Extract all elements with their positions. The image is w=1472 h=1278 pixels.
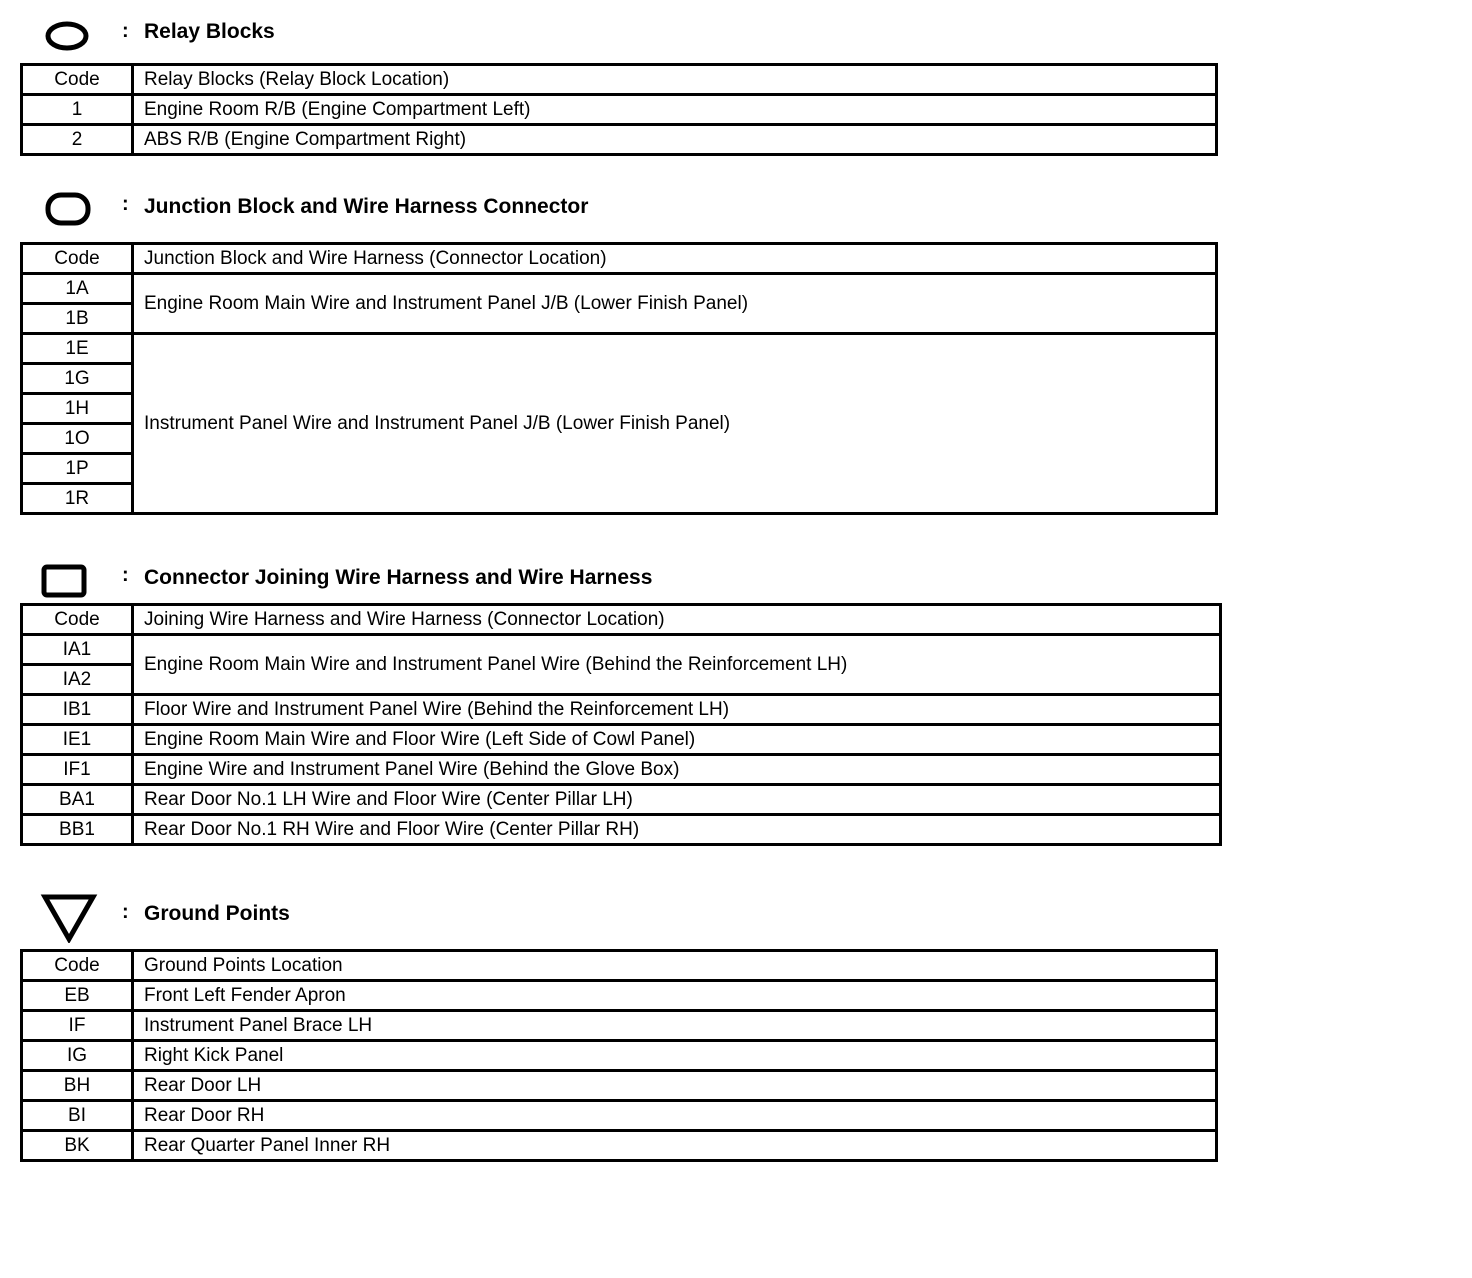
code-cell: 1H <box>22 394 133 424</box>
description-cell: Instrument Panel Wire and Instrument Panel J/B (Lower Finish Panel) <box>133 334 1217 514</box>
code-cell: 2 <box>22 125 133 155</box>
table-row <box>22 785 1221 815</box>
table-row <box>22 1131 1217 1161</box>
code-cell: IF1 <box>22 755 133 785</box>
code-cell: 1G <box>22 364 133 394</box>
table-header-row <box>22 244 1217 274</box>
table-row <box>22 1041 1217 1071</box>
description-cell: Front Left Fender Apron <box>133 981 1217 1011</box>
section-heading-ground-points <box>20 893 1220 933</box>
table-row <box>22 1101 1217 1131</box>
description-cell: Engine Room R/B (Engine Compartment Left) <box>133 95 1217 125</box>
description-header: Ground Points Location <box>133 951 1217 981</box>
description-cell: Rear Quarter Panel Inner RH <box>133 1131 1217 1161</box>
code-cell: IA2 <box>22 665 133 695</box>
table-row <box>22 981 1217 1011</box>
code-cell: BI <box>22 1101 133 1131</box>
table-row <box>22 95 1217 125</box>
table-row <box>22 1071 1217 1101</box>
description-cell: Rear Door No.1 RH Wire and Floor Wire (Center Pillar RH) <box>133 815 1221 845</box>
code-cell: 1R <box>22 484 133 514</box>
code-cell: IG <box>22 1041 133 1071</box>
heading-colon: : <box>122 193 129 215</box>
description-cell: ABS R/B (Engine Compartment Right) <box>133 125 1217 155</box>
description-header: Relay Blocks (Relay Block Location) <box>133 65 1217 95</box>
code-cell: BH <box>22 1071 133 1101</box>
table-row <box>22 725 1221 755</box>
table-header-row <box>22 605 1221 635</box>
code-cell: IA1 <box>22 635 133 665</box>
description-header: Junction Block and Wire Harness (Connector Location) <box>133 244 1217 274</box>
table-header-row <box>22 65 1217 95</box>
description-cell: Rear Door No.1 LH Wire and Floor Wire (Center Pillar LH) <box>133 785 1221 815</box>
oval-icon <box>44 20 90 52</box>
description-header: Joining Wire Harness and Wire Harness (Connector Location) <box>133 605 1221 635</box>
code-cell: 1E <box>22 334 133 364</box>
section-title: Junction Block and Wire Harness Connector <box>144 195 589 218</box>
description-cell: Instrument Panel Brace LH <box>133 1011 1217 1041</box>
code-header: Code <box>22 65 133 95</box>
triangle-down-icon <box>40 893 98 943</box>
code-cell: 1O <box>22 424 133 454</box>
code-cell: 1A <box>22 274 133 304</box>
heading-colon: : <box>122 20 129 42</box>
code-header: Code <box>22 605 133 635</box>
table-row <box>22 334 1217 364</box>
table-header-row <box>22 951 1217 981</box>
description-cell: Rear Door LH <box>133 1071 1217 1101</box>
description-cell: Engine Wire and Instrument Panel Wire (Behind the Glove Box) <box>133 755 1221 785</box>
relay-blocks-table <box>20 63 1218 156</box>
description-cell: Rear Door RH <box>133 1101 1217 1131</box>
table-row <box>22 635 1221 665</box>
code-cell: EB <box>22 981 133 1011</box>
table-row <box>22 125 1217 155</box>
description-cell: Right Kick Panel <box>133 1041 1217 1071</box>
table-row <box>22 695 1221 725</box>
connector-joining-table <box>20 603 1222 846</box>
code-cell: BA1 <box>22 785 133 815</box>
section-heading-relay-blocks <box>20 14 1220 54</box>
section-title: Ground Points <box>144 902 290 925</box>
code-header: Code <box>22 244 133 274</box>
table-row <box>22 274 1217 304</box>
heading-colon: : <box>122 564 129 586</box>
code-cell: BB1 <box>22 815 133 845</box>
description-cell: Engine Room Main Wire and Instrument Panel J/B (Lower Finish Panel) <box>133 274 1217 334</box>
code-cell: IB1 <box>22 695 133 725</box>
table-row <box>22 755 1221 785</box>
rounded-rect-icon <box>44 191 92 227</box>
description-cell: Engine Room Main Wire and Instrument Panel Wire (Behind the Reinforcement LH) <box>133 635 1221 695</box>
code-cell: 1B <box>22 304 133 334</box>
code-cell: 1P <box>22 454 133 484</box>
code-cell: BK <box>22 1131 133 1161</box>
description-cell: Floor Wire and Instrument Panel Wire (Behind the Reinforcement LH) <box>133 695 1221 725</box>
code-cell: IE1 <box>22 725 133 755</box>
rectangle-icon <box>40 562 88 600</box>
description-cell: Engine Room Main Wire and Floor Wire (Left Side of Cowl Panel) <box>133 725 1221 755</box>
code-cell: IF <box>22 1011 133 1041</box>
code-header: Code <box>22 951 133 981</box>
junction-block-table <box>20 242 1218 515</box>
section-title: Connector Joining Wire Harness and Wire Harness <box>144 566 653 589</box>
section-title: Relay Blocks <box>144 20 275 43</box>
section-heading-junction-block <box>20 189 1220 229</box>
section-heading-connector-joining <box>20 560 1220 600</box>
code-cell: 1 <box>22 95 133 125</box>
ground-points-table <box>20 949 1218 1162</box>
heading-colon: : <box>122 901 129 923</box>
table-row <box>22 815 1221 845</box>
table-row <box>22 1011 1217 1041</box>
